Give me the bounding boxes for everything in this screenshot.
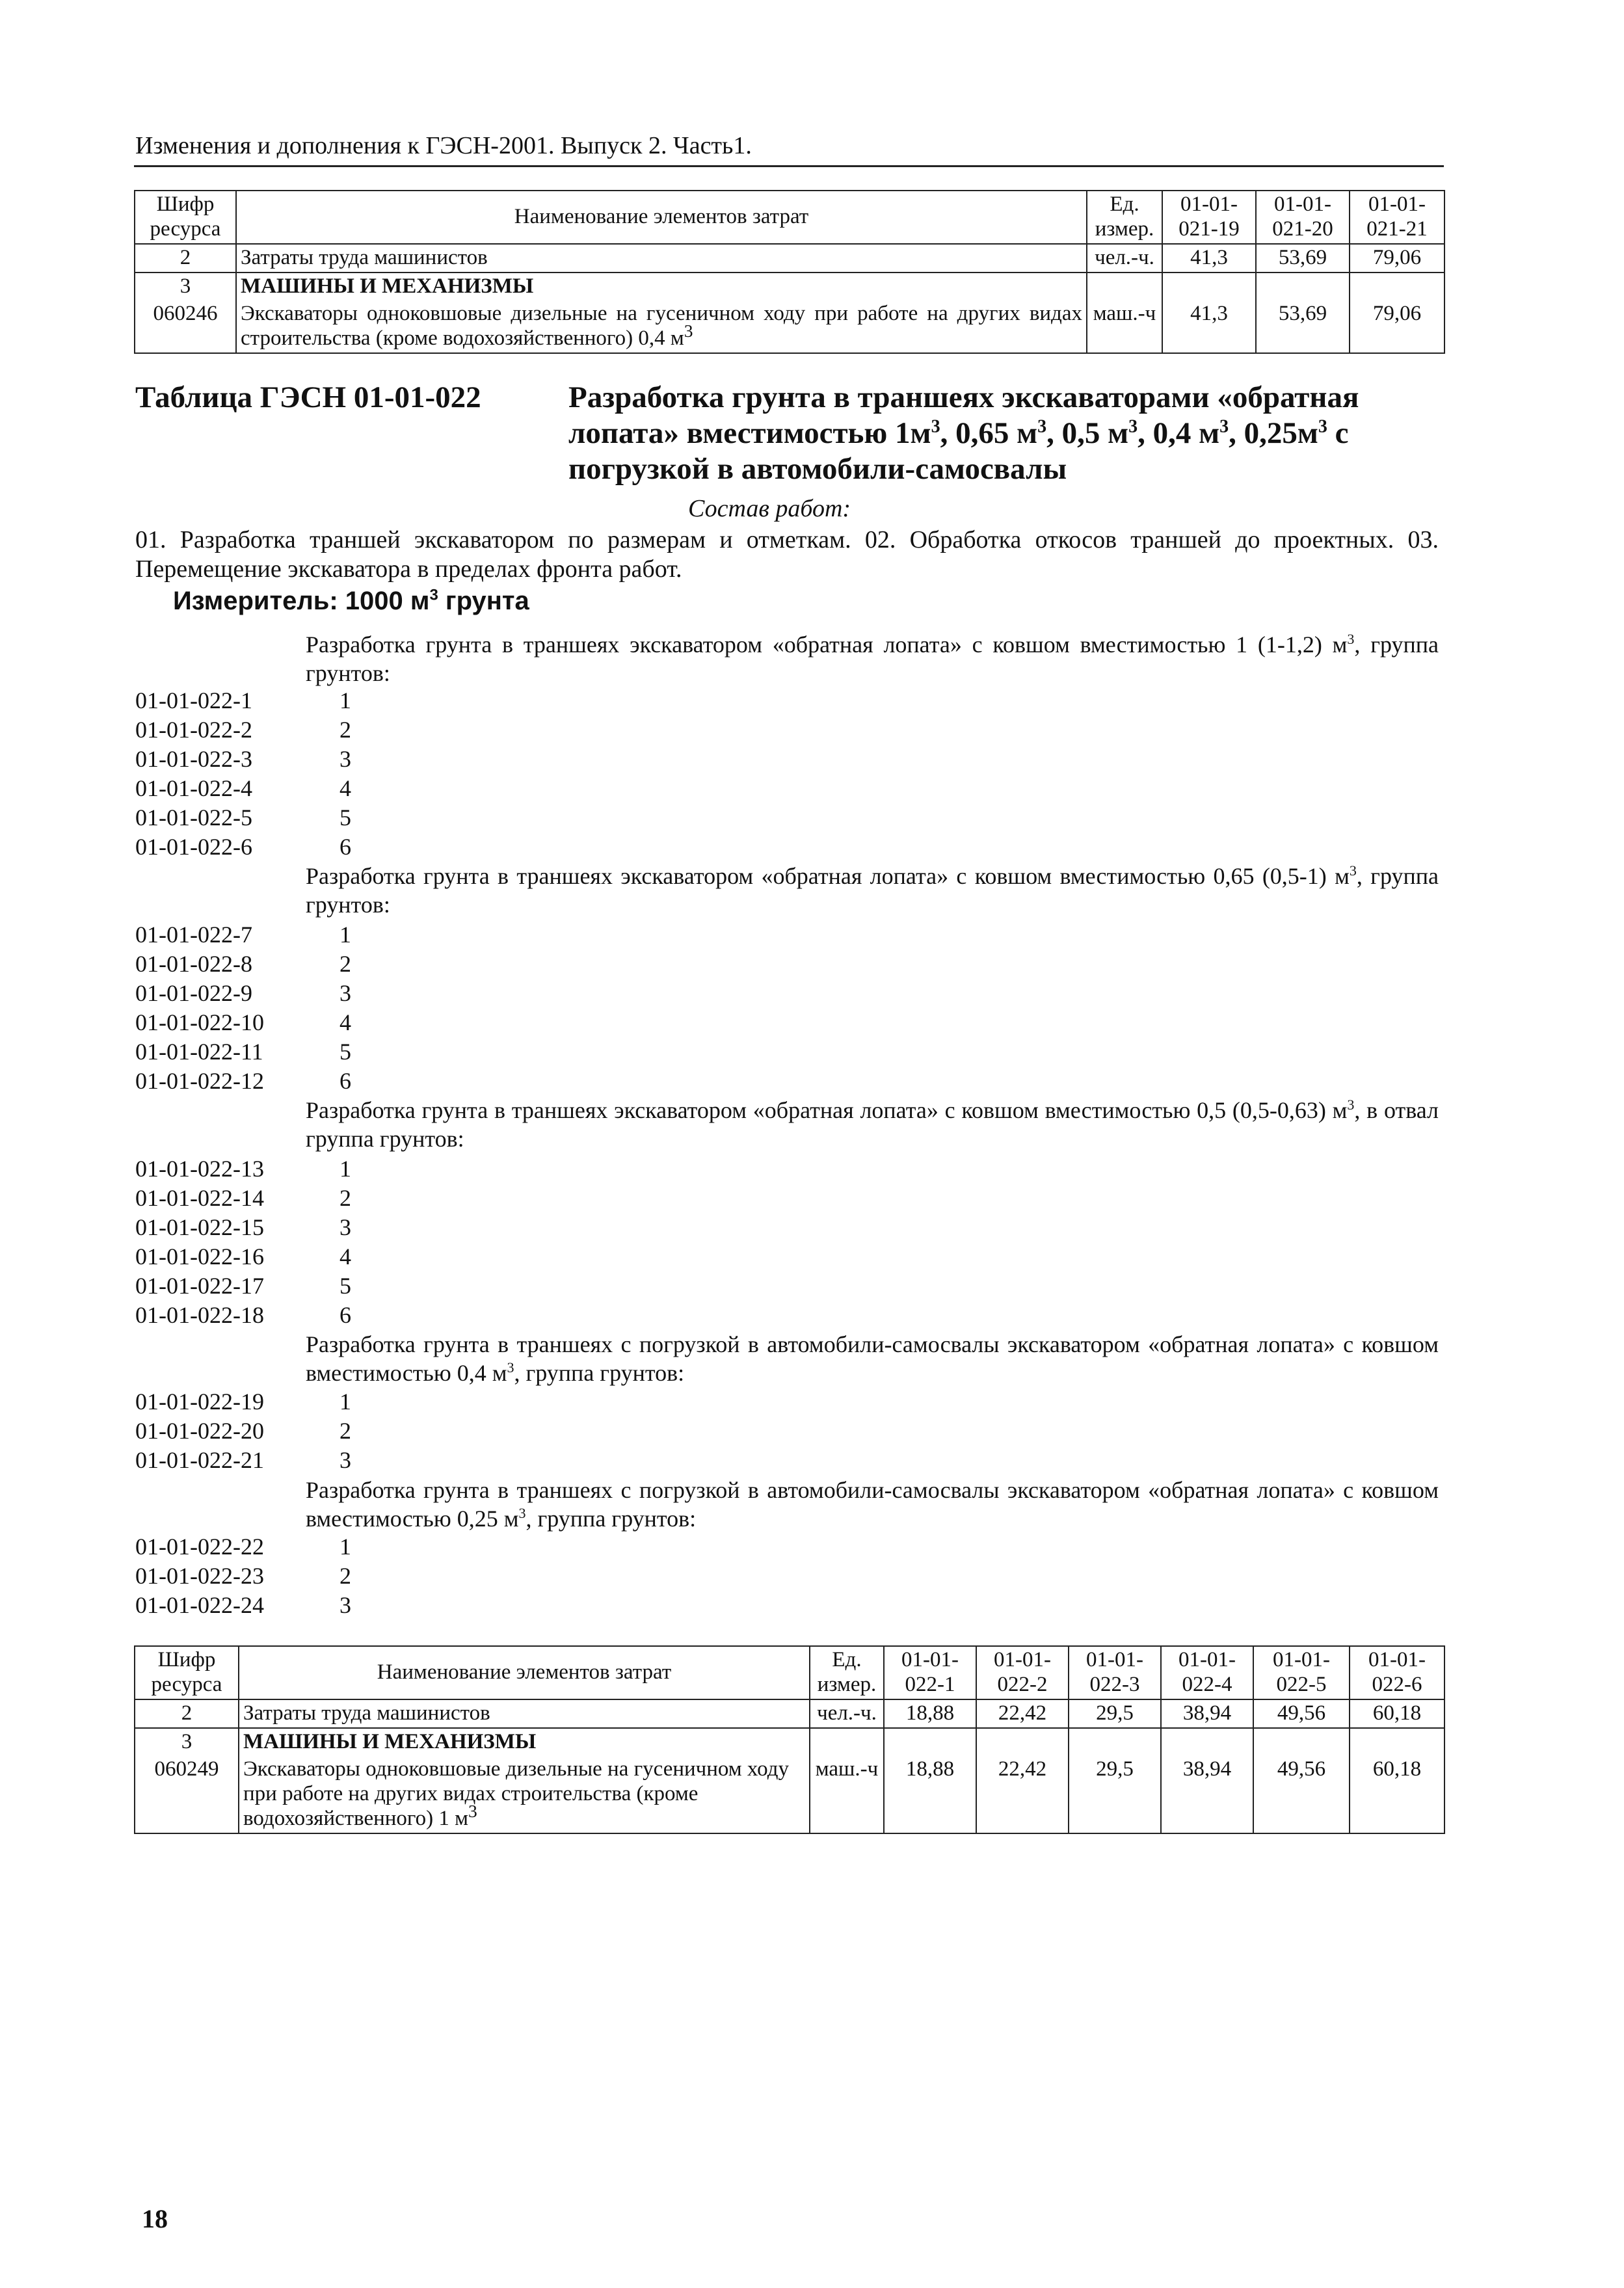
table-title: Разработка грунта в траншеях экскаваторами «обратная лопата» вместимостью $1м^3$, 0,65 $м^3$, 0,5 $м^3$, 0,4 $м^3$, $0,25м^3$ с погрузкой в автомобили-самосвалы — [568, 380, 1359, 486]
row-value: 60,18 — [1350, 1756, 1444, 1833]
row-unit: чел.-ч. — [810, 1699, 884, 1728]
soil-group: 3 — [339, 1214, 351, 1240]
row-code: 060246 — [135, 300, 236, 353]
soil-group: 4 — [339, 1244, 351, 1270]
header-col-2: 01-01-021-20 — [1256, 191, 1350, 244]
row-value: 22,42 — [976, 1699, 1069, 1728]
resource-table-022 — [134, 1645, 1445, 1834]
measure-unit: Измеритель: 1000 $м^3$ грунта — [173, 586, 529, 615]
soil-group: 4 — [339, 1009, 351, 1035]
soil-group: 3 — [339, 980, 351, 1006]
row-unit: маш.-ч — [1087, 300, 1162, 353]
soil-group: 1 — [339, 687, 351, 713]
norm-code: 01-01-022-16 — [135, 1244, 264, 1270]
soil-group: 1 — [339, 1534, 351, 1560]
norm-code: 01-01-022-18 — [135, 1302, 264, 1328]
header-code: Шифр ресурса — [135, 1646, 239, 1699]
header-col-6: 01-01-022-6 — [1350, 1646, 1444, 1699]
table-row — [135, 1728, 1444, 1756]
soil-group: 5 — [339, 1039, 351, 1065]
header-col-2: 01-01-022-2 — [976, 1646, 1069, 1699]
table-row — [135, 244, 1444, 273]
table-header-row — [135, 1646, 1444, 1699]
norm-code: 01-01-022-8 — [135, 951, 252, 977]
norm-code: 01-01-022-24 — [135, 1592, 264, 1618]
group-heading: Разработка грунта в траншеях экскаватором «обратная лопата» с ковшом вместимостью 0,65 (0,5-1) $м^3$, группа грунтов: — [306, 862, 1439, 918]
row-value: 79,06 — [1350, 300, 1444, 353]
norm-code: 01-01-022-13 — [135, 1156, 264, 1182]
header-col-5: 01-01-022-5 — [1253, 1646, 1350, 1699]
row-code: 3 — [135, 1728, 239, 1756]
row-value: 49,56 — [1253, 1699, 1350, 1728]
row-name: Затраты труда машинистов — [239, 1699, 810, 1728]
soil-group: 6 — [339, 834, 351, 860]
row-value: 53,69 — [1256, 300, 1350, 353]
table-header-row — [135, 191, 1444, 244]
group-heading: Разработка грунта в траншеях экскаватором «обратная лопата» с ковшом вместимостью 0,5 (0,5-0,63) $м^3$, в отвал группа грунтов: — [306, 1097, 1439, 1152]
norm-code: 01-01-022-9 — [135, 980, 252, 1006]
row-code: 060249 — [135, 1756, 239, 1833]
norm-code: 01-01-022-10 — [135, 1009, 264, 1035]
norm-code: 01-01-022-14 — [135, 1185, 264, 1211]
work-composition-label: Состав работ: — [688, 495, 851, 522]
row-unit: маш.-ч — [810, 1756, 884, 1833]
norm-code: 01-01-022-1 — [135, 687, 252, 713]
row-value: 38,94 — [1161, 1756, 1253, 1833]
row-value: 18,88 — [884, 1699, 976, 1728]
header-col-4: 01-01-022-4 — [1161, 1646, 1253, 1699]
row-value: 60,18 — [1350, 1699, 1444, 1728]
soil-group: 1 — [339, 1156, 351, 1182]
row-name: Экскаваторы одноковшовые дизельные на гусеничном ходу при работе на других видах строительства (кроме водохозяйственного) 1 $м^3$ — [239, 1756, 810, 1833]
norm-code: 01-01-022-20 — [135, 1418, 264, 1444]
running-header: Изменения и дополнения к ГЭСН-2001. Выпуск 2. Часть1. — [135, 132, 752, 159]
group-heading: Разработка грунта в траншеях с погрузкой в автомобили-самосвалы экскаватором «обратная лопата» с ковшом вместимостью 0,4 $м^3$, группа грунтов: — [306, 1331, 1439, 1386]
soil-group: 3 — [339, 1447, 351, 1473]
table-row — [135, 1699, 1444, 1728]
row-section-title: МАШИНЫ И МЕХАНИЗМЫ — [239, 1728, 810, 1756]
header-col-3: 01-01-022-3 — [1069, 1646, 1161, 1699]
soil-group: 6 — [339, 1302, 351, 1328]
header-col-1: 01-01-021-19 — [1162, 191, 1256, 244]
header-code: Шифр ресурса — [135, 191, 236, 244]
group-heading: Разработка грунта в траншеях с погрузкой в автомобили-самосвалы экскаватором «обратная лопата» с ковшом вместимостью 0,25 $м^3$, группа грунтов: — [306, 1477, 1439, 1532]
norm-code: 01-01-022-7 — [135, 922, 252, 948]
norm-code: 01-01-022-5 — [135, 805, 252, 831]
norm-code: 01-01-022-4 — [135, 775, 252, 801]
row-section-title: МАШИНЫ И МЕХАНИЗМЫ — [236, 273, 1087, 300]
header-unit: Ед. измер. — [1087, 191, 1162, 244]
row-value: 53,69 — [1256, 244, 1350, 273]
soil-group: 1 — [339, 922, 351, 948]
header-col-1: 01-01-022-1 — [884, 1646, 976, 1699]
soil-group: 1 — [339, 1389, 351, 1415]
soil-group: 5 — [339, 805, 351, 831]
header-col-3: 01-01-021-21 — [1350, 191, 1444, 244]
resource-table-021 — [134, 190, 1445, 354]
page-number: 18 — [142, 2204, 168, 2233]
norm-code: 01-01-022-17 — [135, 1273, 264, 1299]
row-value: 29,5 — [1069, 1756, 1161, 1833]
row-code: 3 — [135, 273, 236, 300]
norm-code: 01-01-022-6 — [135, 834, 252, 860]
header-name: Наименование элементов затрат — [239, 1646, 810, 1699]
soil-group: 2 — [339, 1563, 351, 1589]
header-name: Наименование элементов затрат — [236, 191, 1087, 244]
norm-code: 01-01-022-22 — [135, 1534, 264, 1560]
norm-code: 01-01-022-12 — [135, 1068, 264, 1094]
row-unit: чел.-ч. — [1087, 244, 1162, 273]
row-value: 79,06 — [1350, 244, 1444, 273]
row-value: 38,94 — [1161, 1699, 1253, 1728]
row-code: 2 — [135, 1699, 239, 1728]
group-heading: Разработка грунта в траншеях экскаватором «обратная лопата» с ковшом вместимостью 1 (1-1,2) $м^3$, группа грунтов: — [306, 631, 1439, 686]
row-value: 29,5 — [1069, 1699, 1161, 1728]
row-name: Экскаваторы одноковшовые дизельные на гусеничном ходу при работе на других видах строительства (кроме водохозяйственного) 0,4 $м^3$ — [236, 300, 1087, 353]
soil-group: 5 — [339, 1273, 351, 1299]
soil-group: 2 — [339, 951, 351, 977]
soil-group: 3 — [339, 1592, 351, 1618]
norm-code: 01-01-022-2 — [135, 717, 252, 743]
soil-group: 2 — [339, 717, 351, 743]
row-value: 41,3 — [1162, 300, 1256, 353]
norm-code: 01-01-022-19 — [135, 1389, 264, 1415]
norm-code: 01-01-022-23 — [135, 1563, 264, 1589]
soil-group: 4 — [339, 775, 351, 801]
soil-group: 2 — [339, 1418, 351, 1444]
row-value: 49,56 — [1253, 1756, 1350, 1833]
table-row — [135, 300, 1444, 353]
norm-code: 01-01-022-21 — [135, 1447, 264, 1473]
header-rule — [134, 165, 1444, 167]
soil-group: 3 — [339, 746, 351, 772]
table-row — [135, 1756, 1444, 1833]
row-value: 22,42 — [976, 1756, 1069, 1833]
table-row — [135, 273, 1444, 300]
header-unit: Ед. измер. — [810, 1646, 884, 1699]
row-value: 41,3 — [1162, 244, 1256, 273]
table-label: Таблица ГЭСН 01-01-022 — [135, 380, 481, 414]
norm-code: 01-01-022-11 — [135, 1039, 263, 1065]
norm-code: 01-01-022-3 — [135, 746, 252, 772]
row-value: 18,88 — [884, 1756, 976, 1833]
soil-group: 2 — [339, 1185, 351, 1211]
work-composition-text: 01. Разработка траншей экскаватором по размерам и отметкам. 02. Обработка откосов траншей до проектных. 03. Перемещение экскаватора в пределах фронта работ. — [135, 526, 1439, 583]
row-name: Затраты труда машинистов — [236, 244, 1087, 273]
norm-code: 01-01-022-15 — [135, 1214, 264, 1240]
soil-group: 6 — [339, 1068, 351, 1094]
row-code: 2 — [135, 244, 236, 273]
